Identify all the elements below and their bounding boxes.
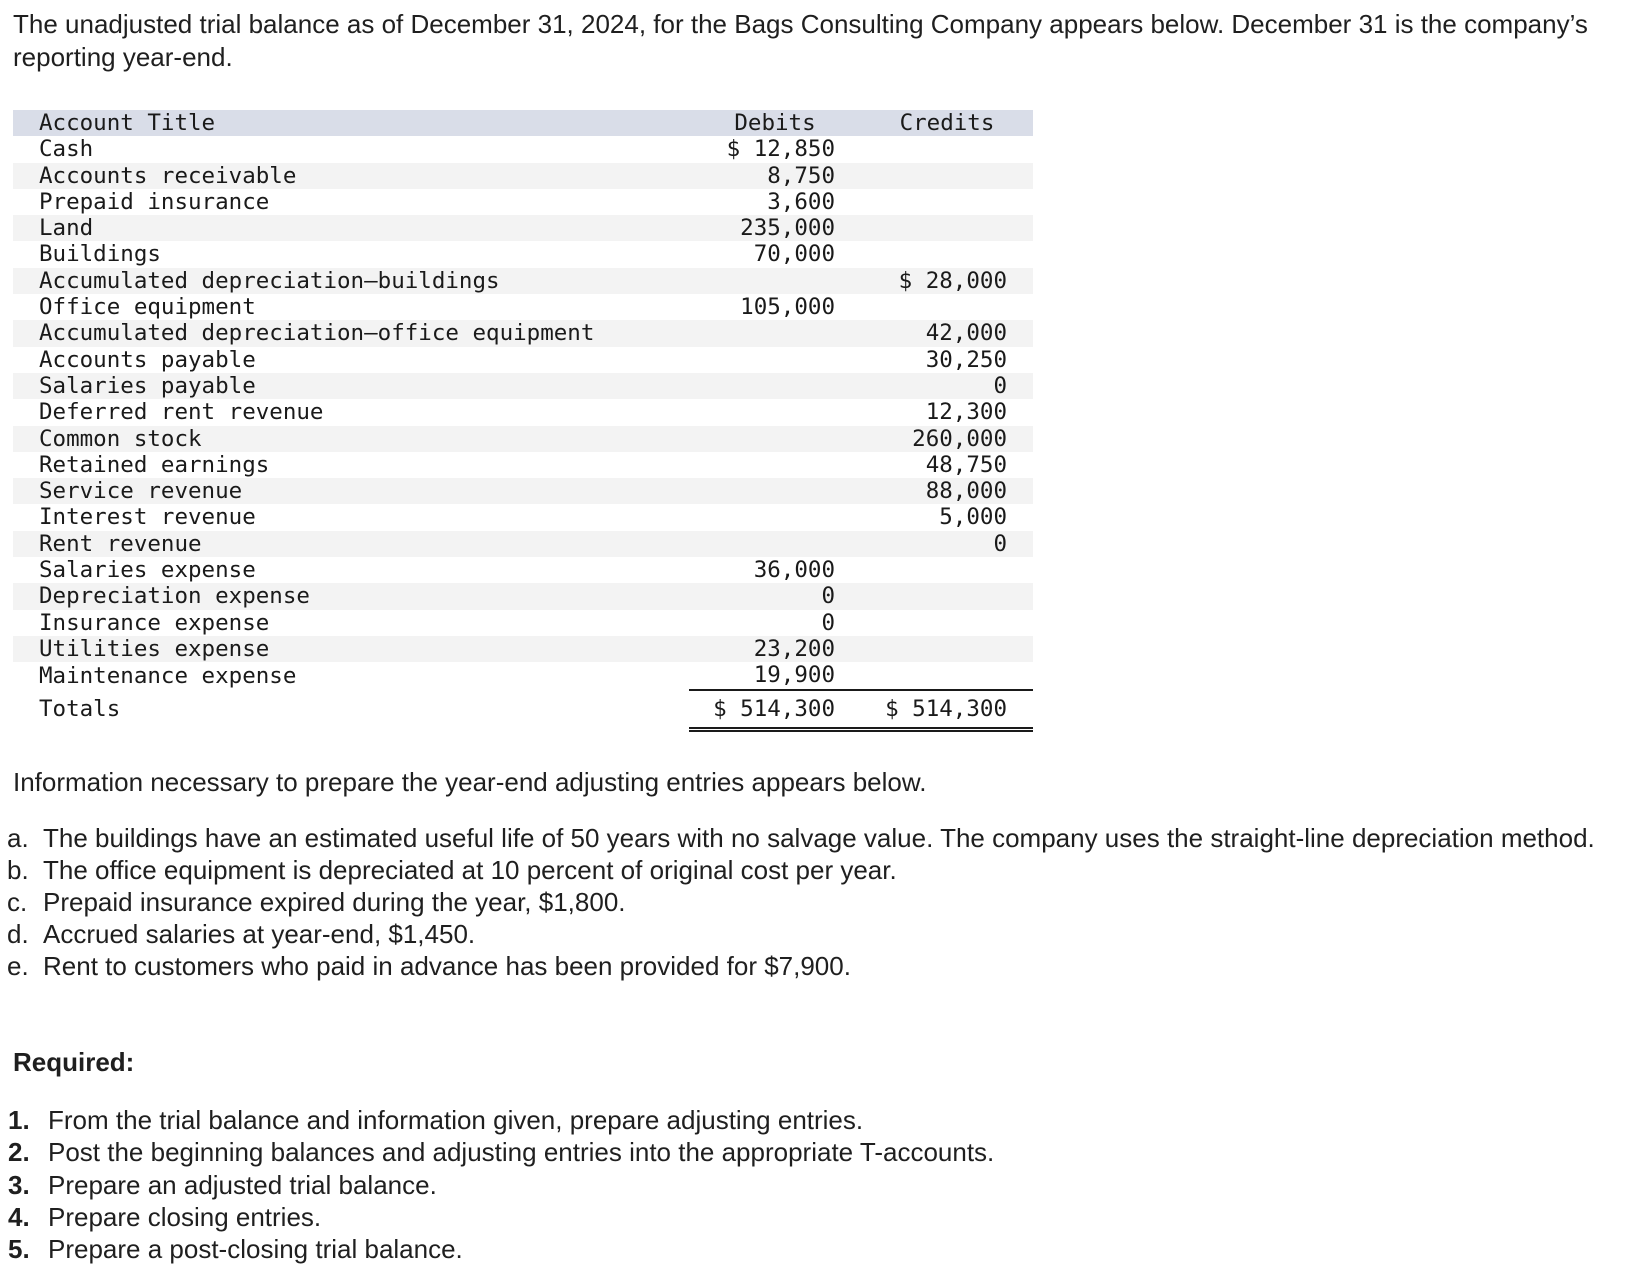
credit-cell xyxy=(861,557,1033,583)
required-item-text: From the trial balance and information given, prepare adjusting entries. xyxy=(48,1105,864,1135)
credit-cell xyxy=(861,636,1033,662)
required-list xyxy=(8,1104,994,1265)
debit-cell xyxy=(689,478,861,504)
table-row xyxy=(13,583,1033,609)
credit-cell: 260,000 xyxy=(912,425,1007,452)
account-title-cell: Prepaid insurance xyxy=(39,188,270,215)
total-credits: $ 514,300 xyxy=(861,690,1033,730)
debit-cell: 36,000 xyxy=(753,557,835,584)
debit-cell: 19,900 xyxy=(689,662,861,689)
account-title-cell: Salaries payable xyxy=(39,372,256,399)
info-item-text: The office equipment is depreciated at 10 percent of original cost per year. xyxy=(43,855,897,885)
table-header-row xyxy=(13,110,1033,136)
table-row xyxy=(13,426,1033,452)
adjustment-info-list xyxy=(7,822,1617,982)
totals-row xyxy=(13,690,1033,730)
required-item-number: 5. xyxy=(8,1234,30,1265)
required-item-text: Prepare an adjusted trial balance. xyxy=(48,1169,437,1200)
table-row xyxy=(13,478,1033,504)
totals-label: Totals xyxy=(39,696,121,723)
header-credits: Credits xyxy=(899,110,995,136)
debit-cell xyxy=(689,426,861,452)
debit-cell: 70,000 xyxy=(753,241,835,268)
required-heading: Required: xyxy=(13,1047,135,1077)
credit-cell: 5,000 xyxy=(939,504,1007,531)
table-row xyxy=(13,452,1033,478)
credit-cell xyxy=(861,136,1033,162)
header-debits: Debits xyxy=(734,110,816,136)
trial-balance-body xyxy=(13,136,1033,729)
table-row xyxy=(13,136,1033,162)
intro-paragraph: The unadjusted trial balance as of December 31, 2024, for the Bags Consulting Company appears below. December 31 is the company’s reporting year-end. xyxy=(13,9,1588,72)
debit-cell xyxy=(689,452,861,478)
account-title-cell: Deferred rent revenue xyxy=(39,399,324,426)
credit-cell: $ 28,000 xyxy=(898,267,1007,294)
credit-cell xyxy=(861,610,1033,636)
debit-cell xyxy=(689,268,861,294)
credit-cell: 0 xyxy=(993,530,1007,557)
required-item xyxy=(8,1104,994,1136)
debit-cell: 0 xyxy=(821,609,835,636)
debit-cell: 8,750 xyxy=(767,162,835,189)
debit-cell: 3,600 xyxy=(767,188,835,215)
credit-cell xyxy=(861,189,1033,215)
table-row xyxy=(13,189,1033,215)
info-item-label: a. xyxy=(7,823,29,853)
info-item xyxy=(7,886,1617,918)
credit-cell xyxy=(861,215,1033,241)
table-row xyxy=(13,399,1033,425)
required-item-text: Prepare closing entries. xyxy=(48,1201,322,1232)
total-debits: $ 514,300 xyxy=(689,690,861,730)
account-title-cell: Buildings xyxy=(39,241,161,268)
table-row xyxy=(13,373,1033,399)
account-title-cell: Office equipment xyxy=(39,294,256,321)
account-title-cell: Rent revenue xyxy=(39,530,202,557)
credit-cell: 30,250 xyxy=(925,346,1007,373)
info-item-label: c. xyxy=(7,887,28,917)
debit-cell: 235,000 xyxy=(740,215,835,242)
debit-cell xyxy=(689,531,861,557)
account-title-cell: Salaries expense xyxy=(39,557,256,584)
required-item xyxy=(8,1169,994,1201)
required-item-number: 1. xyxy=(8,1105,30,1135)
table-row xyxy=(13,662,1033,689)
required-item-number: 4. xyxy=(8,1201,30,1232)
table-row xyxy=(13,347,1033,373)
table-row xyxy=(13,241,1033,267)
info-item-text: Rent to customers who paid in advance has been provided for $7,900. xyxy=(43,951,851,981)
table-row xyxy=(13,320,1033,346)
required-item xyxy=(8,1201,994,1233)
table-row xyxy=(13,531,1033,557)
account-title-cell: Cash xyxy=(39,136,94,163)
credit-cell xyxy=(861,241,1033,267)
required-item-number: 3. xyxy=(8,1169,30,1200)
account-title-cell: Interest revenue xyxy=(39,504,256,531)
account-title-cell: Depreciation expense xyxy=(39,583,310,610)
required-item-number: 2. xyxy=(8,1137,30,1168)
account-title-cell: Accounts payable xyxy=(39,346,256,373)
debit-cell xyxy=(689,399,861,425)
info-item xyxy=(7,918,1617,950)
account-title-cell: Accumulated depreciation—buildings xyxy=(39,267,500,294)
table-row xyxy=(13,268,1033,294)
account-title-cell: Service revenue xyxy=(39,478,243,505)
credit-cell: 88,000 xyxy=(925,478,1007,505)
account-title-cell: Accumulated depreciation—office equipment xyxy=(39,320,595,347)
credit-cell xyxy=(861,294,1033,320)
debit-cell xyxy=(689,320,861,346)
debit-cell xyxy=(689,347,861,373)
table-row xyxy=(13,294,1033,320)
account-title-cell: Common stock xyxy=(39,425,202,452)
info-heading: Information necessary to prepare the year-end adjusting entries appears below. xyxy=(13,767,927,797)
debit-cell xyxy=(689,373,861,399)
required-item-text: Prepare a post-closing trial balance. xyxy=(48,1234,463,1265)
credit-cell: 12,300 xyxy=(925,399,1007,426)
required-item xyxy=(8,1136,994,1168)
account-title-cell: Land xyxy=(39,215,94,242)
account-title-cell: Accounts receivable xyxy=(39,162,297,189)
trial-balance-table xyxy=(13,110,1033,732)
debit-cell: 23,200 xyxy=(753,635,835,662)
credit-cell: 0 xyxy=(993,372,1007,399)
debit-cell: 105,000 xyxy=(740,294,835,321)
info-item-text: Prepaid insurance expired during the year, $1,800. xyxy=(43,887,626,917)
info-item xyxy=(7,950,1617,982)
info-item-label: e. xyxy=(7,951,29,981)
table-row xyxy=(13,215,1033,241)
table-row xyxy=(13,504,1033,530)
header-account-title: Account Title xyxy=(39,110,216,136)
info-item-label: b. xyxy=(7,855,29,885)
credit-cell: 48,750 xyxy=(925,451,1007,478)
info-item-text: Accrued salaries at year-end, $1,450. xyxy=(43,919,476,949)
account-title-cell: Insurance expense xyxy=(39,609,270,636)
credit-cell: 42,000 xyxy=(925,320,1007,347)
table-row xyxy=(13,163,1033,189)
account-title-cell: Maintenance expense xyxy=(39,662,297,689)
info-item-label: d. xyxy=(7,919,29,949)
table-row xyxy=(13,557,1033,583)
debit-cell: $ 12,850 xyxy=(726,136,835,163)
info-item-text: The buildings have an estimated useful life of 50 years with no salvage value. The company uses the straight-line depreciation method. xyxy=(43,823,1595,853)
account-title-cell: Retained earnings xyxy=(39,451,270,478)
debit-cell xyxy=(689,504,861,530)
table-row xyxy=(13,610,1033,636)
credit-cell xyxy=(861,163,1033,189)
required-item-text: Post the beginning balances and adjusting entries into the appropriate T-accounts. xyxy=(48,1137,995,1168)
credit-cell xyxy=(861,662,1033,689)
credit-cell xyxy=(861,583,1033,609)
table-row xyxy=(13,636,1033,662)
info-item xyxy=(7,854,1617,886)
debit-cell: 0 xyxy=(821,583,835,610)
required-item xyxy=(8,1233,994,1265)
info-item xyxy=(7,822,1617,854)
account-title-cell: Utilities expense xyxy=(39,635,270,662)
